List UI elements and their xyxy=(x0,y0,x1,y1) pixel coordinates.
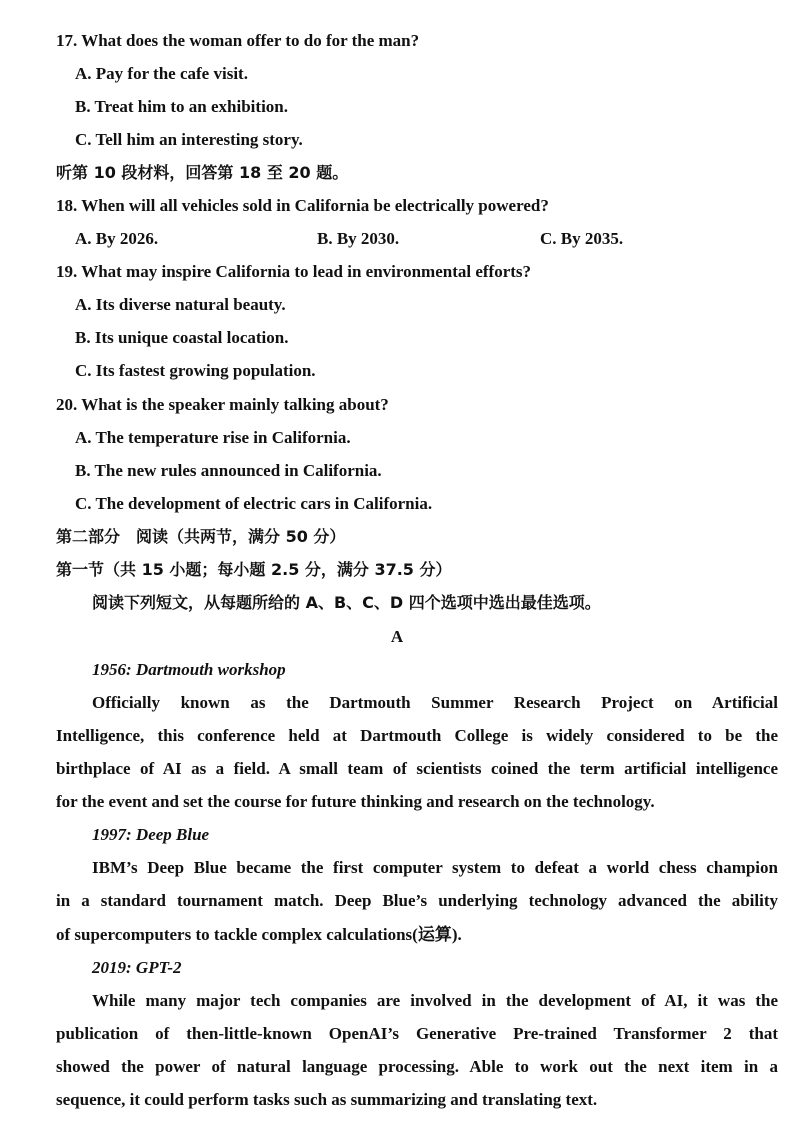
section1-heading: 第一节（共 15 小题；每小题 2.5 分，满分 37.5 分） xyxy=(56,560,452,579)
q17-option-a: A. Pay for the cafe visit. xyxy=(75,64,248,83)
question-18: 18. When will all vehicles sold in California be electrically powered? xyxy=(56,196,549,215)
reading-instruction: 阅读下列短文，从每题所给的 A、B、C、D 四个选项中选出最佳选项。 xyxy=(92,593,601,612)
q18-option-a: A. By 2026. xyxy=(75,229,159,248)
entry-heading: 2019: GPT-2 xyxy=(92,958,182,977)
paragraph-line: for the event and set the course for future thinking and research on the technology. xyxy=(56,792,655,811)
question-17: 17. What does the woman offer to do for the man? xyxy=(56,31,420,50)
paragraph-line: IBM’s Deep Blue became the first computer system to defeat a world chess champion xyxy=(92,858,778,877)
q18-option-b: B. By 2030. xyxy=(317,229,400,248)
q19-option-a: A. Its diverse natural beauty. xyxy=(75,295,286,314)
part2-heading: 第二部分 阅读（共两节，满分 50 分） xyxy=(56,527,346,546)
question-20: 20. What is the speaker mainly talking about? xyxy=(56,395,389,414)
paragraph-line: publication of then-little-known OpenAI’s Generative Pre-trained Transformer 2 that xyxy=(56,1024,778,1043)
q18-options xyxy=(75,228,794,250)
paragraph-line: Intelligence, this conference held at Dartmouth College is widely considered to be the xyxy=(56,726,778,745)
q19-option-c: C. Its fastest growing population. xyxy=(75,361,316,380)
entry-heading: 1956: Dartmouth workshop xyxy=(92,660,286,679)
question-19: 19. What may inspire California to lead in environmental efforts? xyxy=(56,262,532,281)
q17-option-b: B. Treat him to an exhibition. xyxy=(75,97,288,116)
passage-label: A xyxy=(390,627,404,646)
paragraph-line: birthplace of AI as a field. A small team of scientists coined the term artificial intelligence xyxy=(56,759,778,778)
q18-option-c: C. By 2035. xyxy=(540,229,624,248)
paragraph-line: of supercomputers to tackle complex calculations(运算). xyxy=(56,925,462,944)
paragraph-line: showed the power of natural language processing. Able to work out the next item in a xyxy=(56,1057,778,1076)
section10-instruction: 听第 10 段材料，回答第 18 至 20 题。 xyxy=(56,163,349,182)
paragraph-line: While many major tech companies are involved in the development of AI, it was the xyxy=(92,991,778,1010)
q20-option-b: B. The new rules announced in California. xyxy=(75,461,382,480)
q20-option-c: C. The development of electric cars in California. xyxy=(75,494,433,513)
q20-option-a: A. The temperature rise in California. xyxy=(75,428,351,447)
paragraph-line: sequence, it could perform tasks such as summarizing and translating text. xyxy=(56,1090,598,1109)
entry-heading: 1997: Deep Blue xyxy=(92,825,210,844)
paragraph-line: Officially known as the Dartmouth Summer Research Project on Artificial xyxy=(92,693,778,712)
q19-option-b: B. Its unique coastal location. xyxy=(75,328,289,347)
paragraph-line: in a standard tournament match. Deep Blue’s underlying technology advanced the ability xyxy=(56,891,778,910)
q17-option-c: C. Tell him an interesting story. xyxy=(75,130,303,149)
